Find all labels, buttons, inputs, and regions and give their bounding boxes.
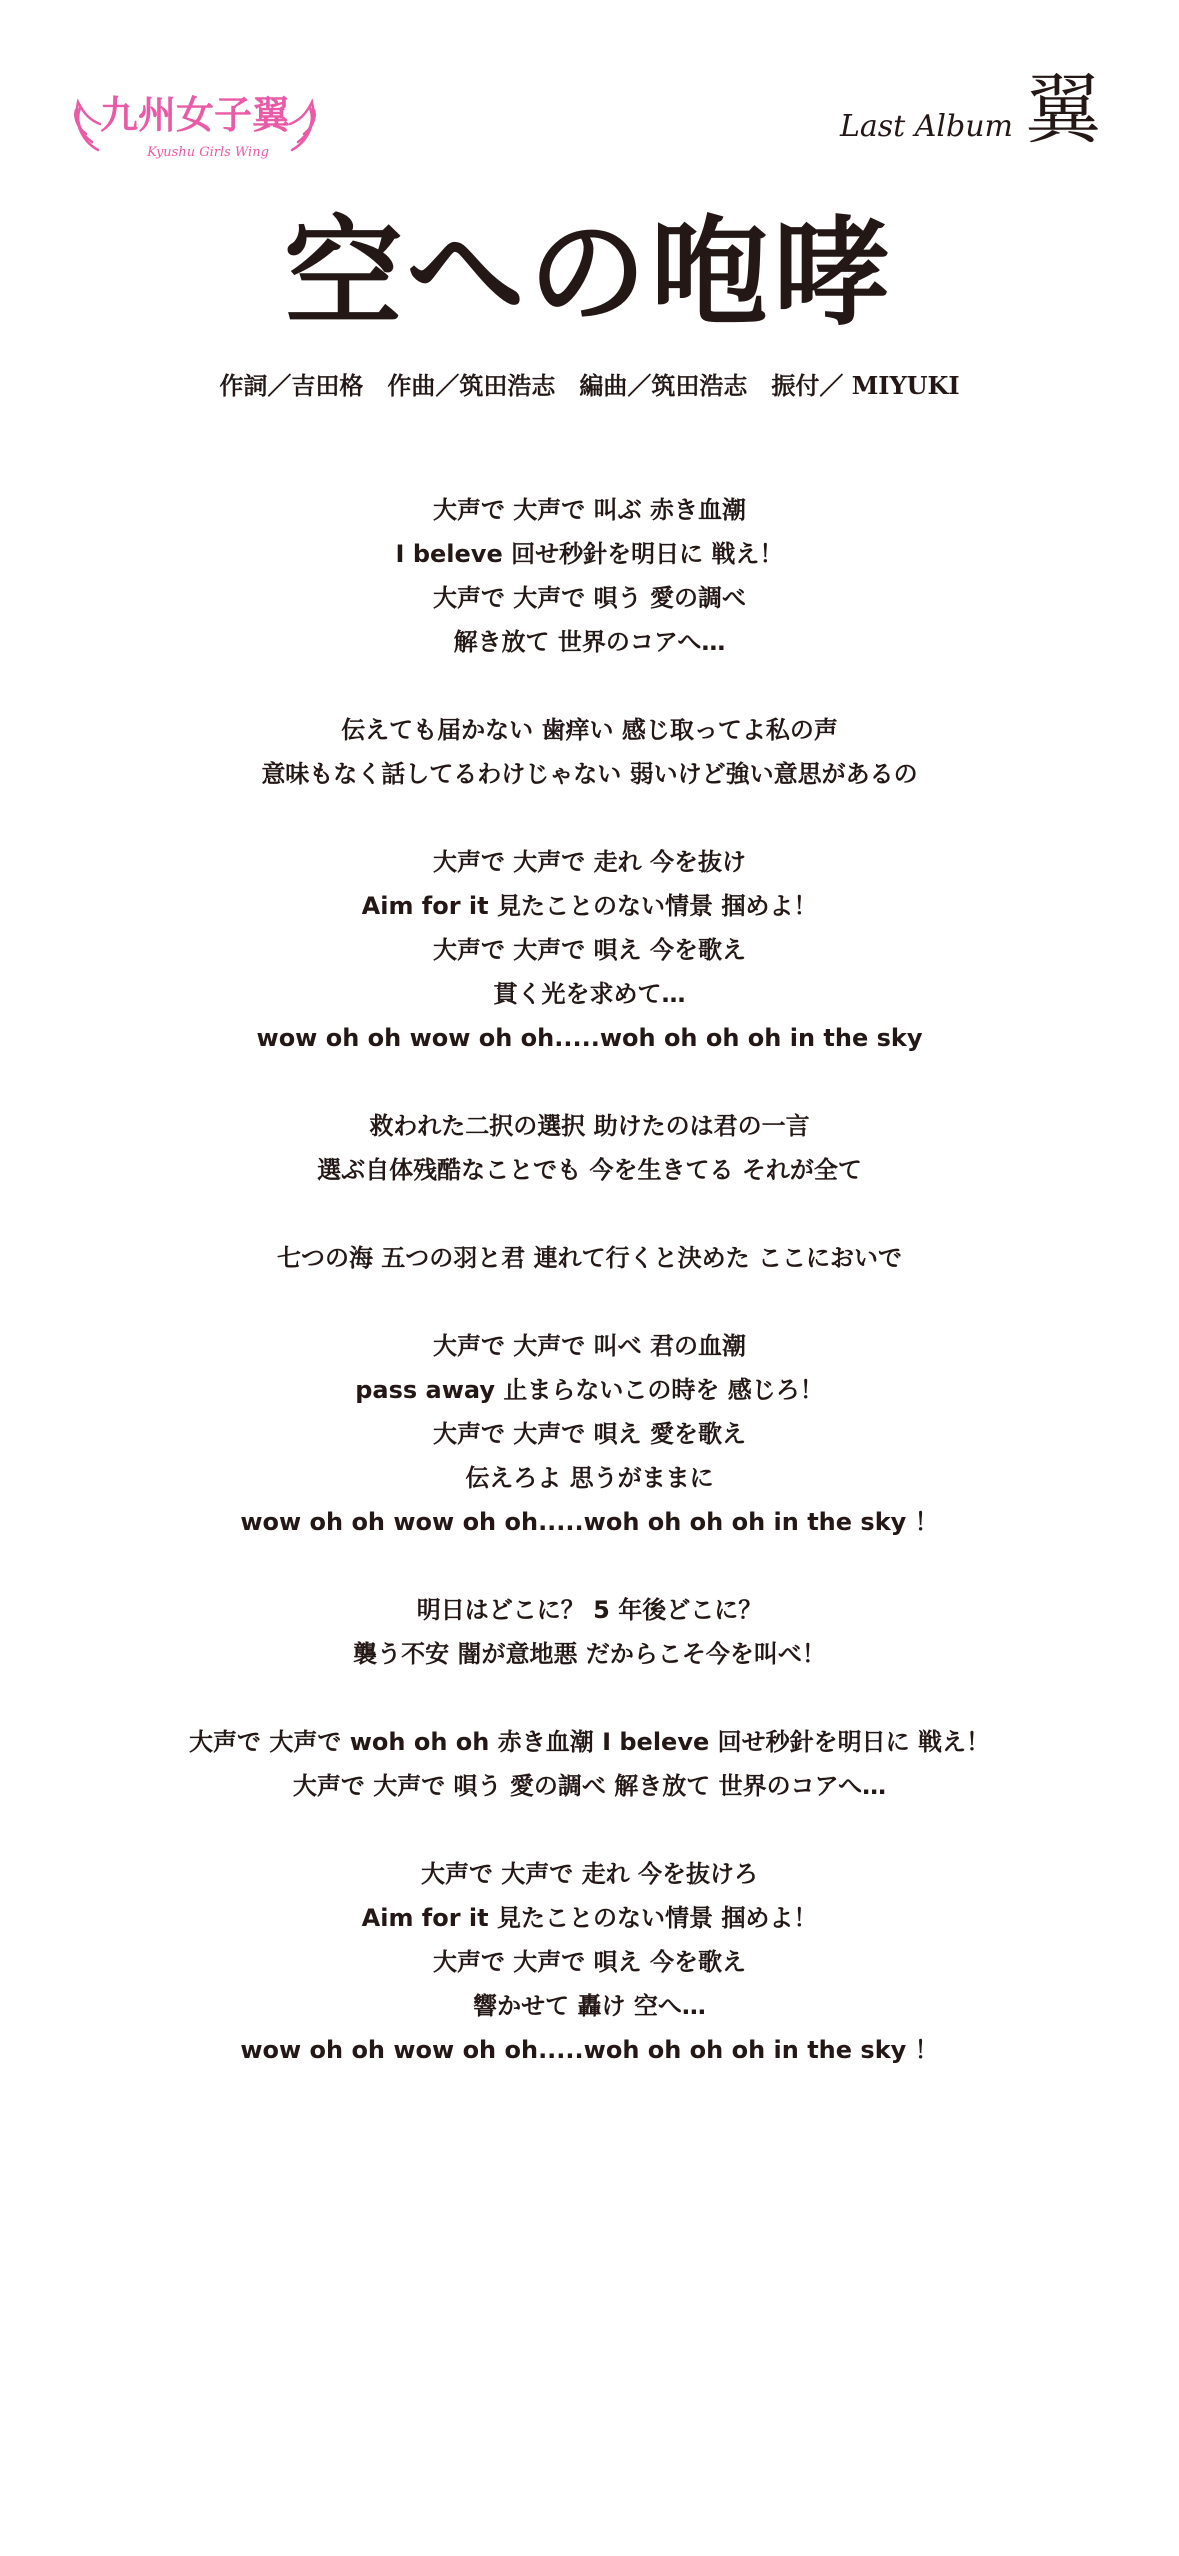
lyric-line: wow oh oh wow oh oh.....woh oh oh oh in the sky [256,1024,923,1052]
lyric-line: 大声で 大声で 唄う 愛の調べ 解き放て 世界のコアへ… [292,1772,887,1800]
lyric-line: 貫く光を求めて… [493,980,686,1008]
logo-subtext: Kyushu Girls Wing [147,145,269,160]
song-credits: 作詞／吉田格 作曲／筑田浩志 編曲／筑田浩志 振付／ MIYUKI [219,371,960,400]
lyric-stanza [0,488,1179,664]
lyric-line: 大声で 大声で 叫ぶ 赤き血潮 [432,496,747,524]
lyric-line: 大声で 大声で 叫べ 君の血潮 [432,1332,747,1360]
lyric-line: 大声で 大声で woh oh oh 赤き血潮 I beleve 回せ秒針を明日に 戦え！ [189,1728,990,1756]
logo-text: 九州女子翼 [99,93,291,137]
group-logo [70,80,320,170]
lyric-line: 七つの海 五つの羽と君 連れて行くと決めた ここにおいで [276,1244,903,1272]
lyric-line: 響かせて 轟け 空へ… [473,1992,706,2020]
lyric-line: I beleve 回せ秒針を明日に 戦え！ [395,540,784,568]
lyric-stanza [0,1104,1179,1192]
lyric-stanza [0,1852,1179,2072]
winged-logo-icon [70,80,320,170]
lyric-line: 大声で 大声で 走れ 今を抜けろ [420,1860,759,1888]
lyric-line: 伝えても届かない 歯痒い 感じ取ってよ私の声 [341,716,838,744]
lyric-line: 明日はどこに？ 5 年後どこに？ [416,1596,763,1624]
lyric-line: 救われた二択の選択 助けたのは君の一言 [369,1112,810,1140]
lyric-stanza [0,708,1179,796]
lyric-stanza [0,840,1179,1060]
lyric-line: wow oh oh wow oh oh.....woh oh oh oh in the sky ！ [240,1508,939,1536]
lyric-line: 大声で 大声で 唄う 愛の調べ [432,584,747,612]
album-name: 翼 [1025,65,1101,154]
lyric-stanza [0,1720,1179,1808]
album-label: Last Album [839,109,1013,144]
lyric-line: Aim for it 見たことのない情景 掴めよ！ [361,1904,818,1932]
lyric-stanza [0,1324,1179,1544]
lyric-line: pass away 止まらないこの時を 感じろ！ [355,1376,824,1404]
lyric-line: 選ぶ自体残酷なことでも 今を生きてる それが全て [317,1156,862,1184]
lyrics-body [0,488,1179,2116]
lyric-line: 大声で 大声で 唄え 今を歌え [432,936,747,964]
lyric-line: 伝えろよ 思うがままに [465,1464,714,1492]
lyric-line: 意味もなく話してるわけじゃない 弱いけど強い意思があるの [261,760,918,788]
album-heading [839,65,1101,154]
lyric-line: 解き放て 世界のコアへ… [453,628,726,656]
lyric-line: 大声で 大声で 走れ 今を抜け [432,848,747,876]
song-title: 空への咆哮 [284,204,895,342]
lyric-line: Aim for it 見たことのない情景 掴めよ！ [361,892,818,920]
lyric-line: 襲う不安 闇が意地悪 だからこそ今を叫べ！ [353,1640,826,1668]
lyric-line: 大声で 大声で 唄え 愛を歌え [432,1420,747,1448]
lyric-line: wow oh oh wow oh oh.....woh oh oh oh in the sky ！ [240,2036,939,2064]
lyric-stanza [0,1588,1179,1676]
lyric-stanza [0,1236,1179,1280]
lyric-line: 大声で 大声で 唄え 今を歌え [432,1948,747,1976]
